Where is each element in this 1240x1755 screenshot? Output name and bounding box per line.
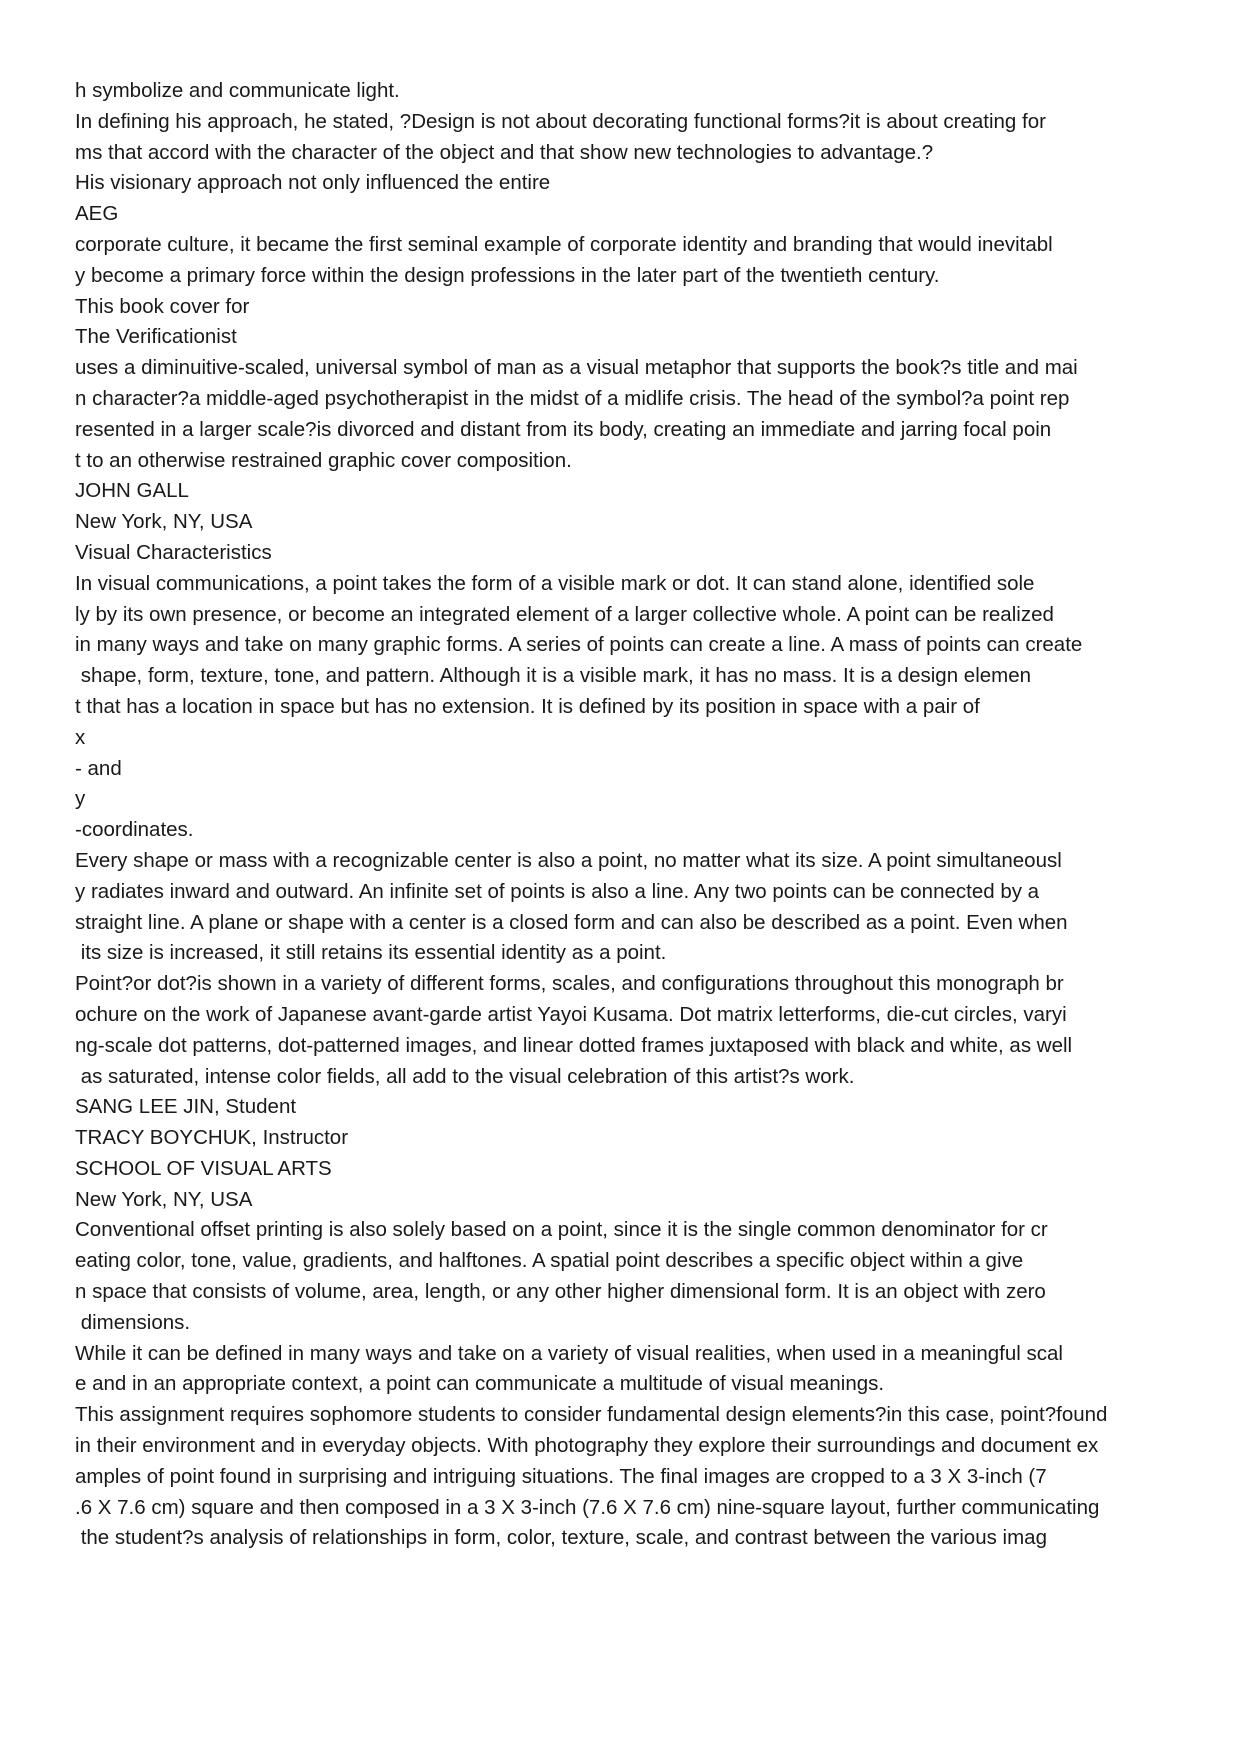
text-line: His visionary approach not only influenced the entire	[75, 171, 551, 195]
text-line: corporate culture, it became the first seminal example of corporate identity and branding that would inevitabl	[75, 232, 1053, 256]
text-line: h symbolize and communicate light.	[75, 79, 400, 102]
text-line: In visual communications, a point takes the form of a visible mark or dot. It can stand alone, identified sole	[75, 571, 1035, 595]
text-line: the student?s analysis of relationships in form, color, texture, scale, and contrast between the various imag	[75, 1526, 1047, 1550]
text-line: ms that accord with the character of the object and that show new technologies to advantage.?	[75, 140, 934, 164]
text-line: ly by its own presence, or become an integrated element of a larger collective whole. A point can be realized	[75, 602, 1054, 626]
text-line: While it can be defined in many ways and take on a variety of visual realities, when used in a meaningful scal	[75, 1341, 1063, 1365]
text-line: ng-scale dot patterns, dot-patterned images, and linear dotted frames juxtaposed with black and white, as well	[75, 1033, 1073, 1057]
text-line: This book cover for	[75, 294, 250, 318]
text-line: Conventional offset printing is also solely based on a point, since it is the single common denominator for cr	[75, 1218, 1048, 1242]
text-line: y radiates inward and outward. An infinite set of points is also a line. Any two points can be connected by a	[75, 879, 1040, 903]
text-line: This assignment requires sophomore students to consider fundamental design elements?in this case, point?found	[75, 1403, 1108, 1427]
text-line: New York, NY, USA	[75, 1187, 253, 1211]
text-line: Every shape or mass with a recognizable center is also a point, no matter what its size. A point simultaneousl	[75, 848, 1062, 872]
text-line: - and	[75, 756, 122, 780]
text-line: TRACY BOYCHUK, Instructor	[75, 1126, 349, 1150]
text-line: JOHN GALL	[75, 479, 189, 503]
text-line: in many ways and take on many graphic forms. A series of points can create a line. A mass of points can create	[75, 633, 1083, 657]
text-line: eating color, tone, value, gradients, and halftones. A spatial point describes a specific object within a give	[75, 1249, 1024, 1273]
text-line: shape, form, texture, tone, and pattern. Although it is a visible mark, it has no mass. It is a design elemen	[75, 664, 1032, 688]
text-line: Point?or dot?is shown in a variety of different forms, scales, and configurations throughout this monograph br	[75, 972, 1064, 996]
text-line: n character?a middle-aged psychotherapist in the midst of a midlife crisis. The head of the symbol?a point rep	[75, 386, 1070, 410]
text-line: amples of point found in surprising and intriguing situations. The final images are cropped to a 3 X 3-inch (7	[75, 1464, 1047, 1488]
text-line: t to an otherwise restrained graphic cover composition.	[75, 448, 572, 472]
text-line: In defining his approach, he stated, ?Design is not about decorating functional forms?it is about creating for	[75, 109, 1046, 133]
text-line: New York, NY, USA	[75, 510, 253, 534]
text-line: SANG LEE JIN, Student	[75, 1095, 297, 1119]
text-line: in their environment and in everyday objects. With photography they explore their surroundings and document ex	[75, 1434, 1099, 1458]
text-line: AEG	[75, 202, 119, 226]
text-line: y	[75, 787, 86, 811]
text-line: t that has a location in space but has no extension. It is defined by its position in space with a pair of	[75, 694, 980, 718]
text-line: its size is increased, it still retains its essential identity as a point.	[75, 941, 667, 965]
text-line: as saturated, intense color fields, all add to the visual celebration of this artist?s work.	[75, 1064, 855, 1088]
text-line: x	[75, 725, 86, 749]
text-line: dimensions.	[75, 1310, 191, 1334]
text-line: resented in a larger scale?is divorced and distant from its body, creating an immediate and jarring focal poin	[75, 417, 1052, 441]
text-line: Visual Characteristics	[75, 540, 272, 564]
text-line: SCHOOL OF VISUAL ARTS	[75, 1156, 332, 1180]
text-line: uses a diminuitive-scaled, universal symbol of man as a visual metaphor that supports the book?s title and mai	[75, 356, 1078, 380]
text-line: .6 X 7.6 cm) square and then composed in a 3 X 3-inch (7.6 X 7.6 cm) nine-square layout, further communicating	[75, 1495, 1100, 1519]
text-line: e and in an appropriate context, a point can communicate a multitude of visual meanings.	[75, 1372, 885, 1396]
text-line: The Verificationist	[75, 325, 237, 349]
text-line: -coordinates.	[75, 818, 194, 842]
text-line: ochure on the work of Japanese avant-garde artist Yayoi Kusama. Dot matrix letterforms, die-cut circles, varyi	[75, 1002, 1067, 1026]
body-text	[75, 76, 1215, 1554]
text-line: y become a primary force within the design professions in the later part of the twentieth century.	[75, 263, 940, 287]
text-line: straight line. A plane or shape with a center is a closed form and can also be described as a point. Even when	[75, 910, 1068, 934]
text-line: n space that consists of volume, area, length, or any other higher dimensional form. It is an object with zero	[75, 1280, 1046, 1304]
